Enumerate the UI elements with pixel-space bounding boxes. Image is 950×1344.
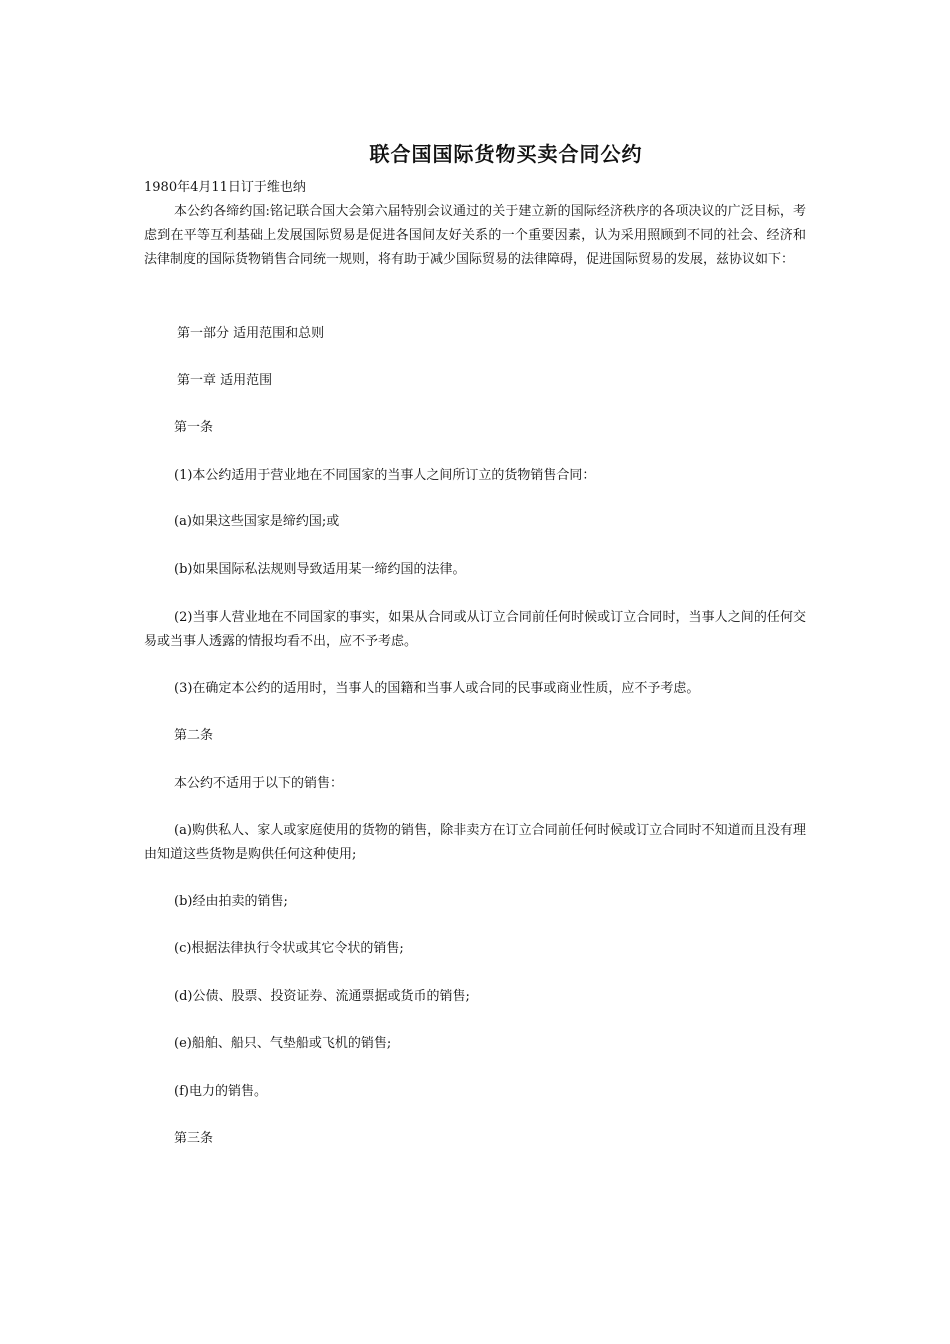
article-2-heading: 第二条 [174, 728, 214, 743]
article-1-clause-3: (3)在确定本公约的适用时，当事人的国籍和当事人或合同的民事或商业性质，应不予考虑。 [174, 681, 700, 696]
article-2-item-e: (e)船舶、船只、气垫船或飞机的销售; [174, 1036, 392, 1051]
document-title: 联合国国际货物买卖合同公约 [369, 142, 643, 166]
article-2-intro: 本公约不适用于以下的销售： [174, 776, 344, 791]
article-3-heading: 第三条 [174, 1131, 214, 1146]
article-1-clause-1b: (b)如果国际私法规则导致适用某一缔约国的法律。 [174, 562, 466, 577]
chapter-heading: 第一章 适用范围 [177, 373, 273, 388]
preamble-paragraph: 本公约各缔约国:铭记联合国大会第六届特别会议通过的关于建立新的国际经济秩序的各项决议的广泛目标，考虑到在平等互利基础上发展国际贸易是促进各国间友好关系的一个重要因素，认为采用照顾到不同的社会、经济和法律制度的国际货物销售合同统一规则，将有助于减少国际贸易的法律障碍，促进国际贸易的发展，兹协议如下： [144, 204, 806, 267]
article-2-item-a: (a)购供私人、家人或家庭使用的货物的销售，除非卖方在订立合同前任何时候或订立合同时不知道而且没有理由知道这些货物是购供任何这种使用; [144, 823, 806, 862]
article-2-item-d: (d)公债、股票、投资证券、流通票据或货币的销售; [174, 989, 470, 1004]
article-1-clause-1a: (a)如果这些国家是缔约国;或 [174, 514, 340, 529]
article-1-heading: 第一条 [174, 420, 214, 435]
part-heading: 第一部分 适用范围和总则 [177, 326, 325, 341]
article-1-clause-2: (2)当事人营业地在不同国家的事实，如果从合同或从订立合同前任何时候或订立合同时，当事人之间的任何交易或当事人透露的情报均看不出，应不予考虑。 [144, 610, 806, 649]
date-line: 1980年4月11日订于维也纳 [144, 180, 306, 195]
article-2-item-b: (b)经由拍卖的销售; [174, 894, 288, 909]
article-1-clause-1: (1)本公约适用于营业地在不同国家的当事人之间所订立的货物销售合同： [174, 468, 596, 483]
article-2-item-f: (f)电力的销售。 [174, 1084, 267, 1099]
article-2-item-c: (c)根据法律执行令状或其它令状的销售; [174, 941, 404, 956]
